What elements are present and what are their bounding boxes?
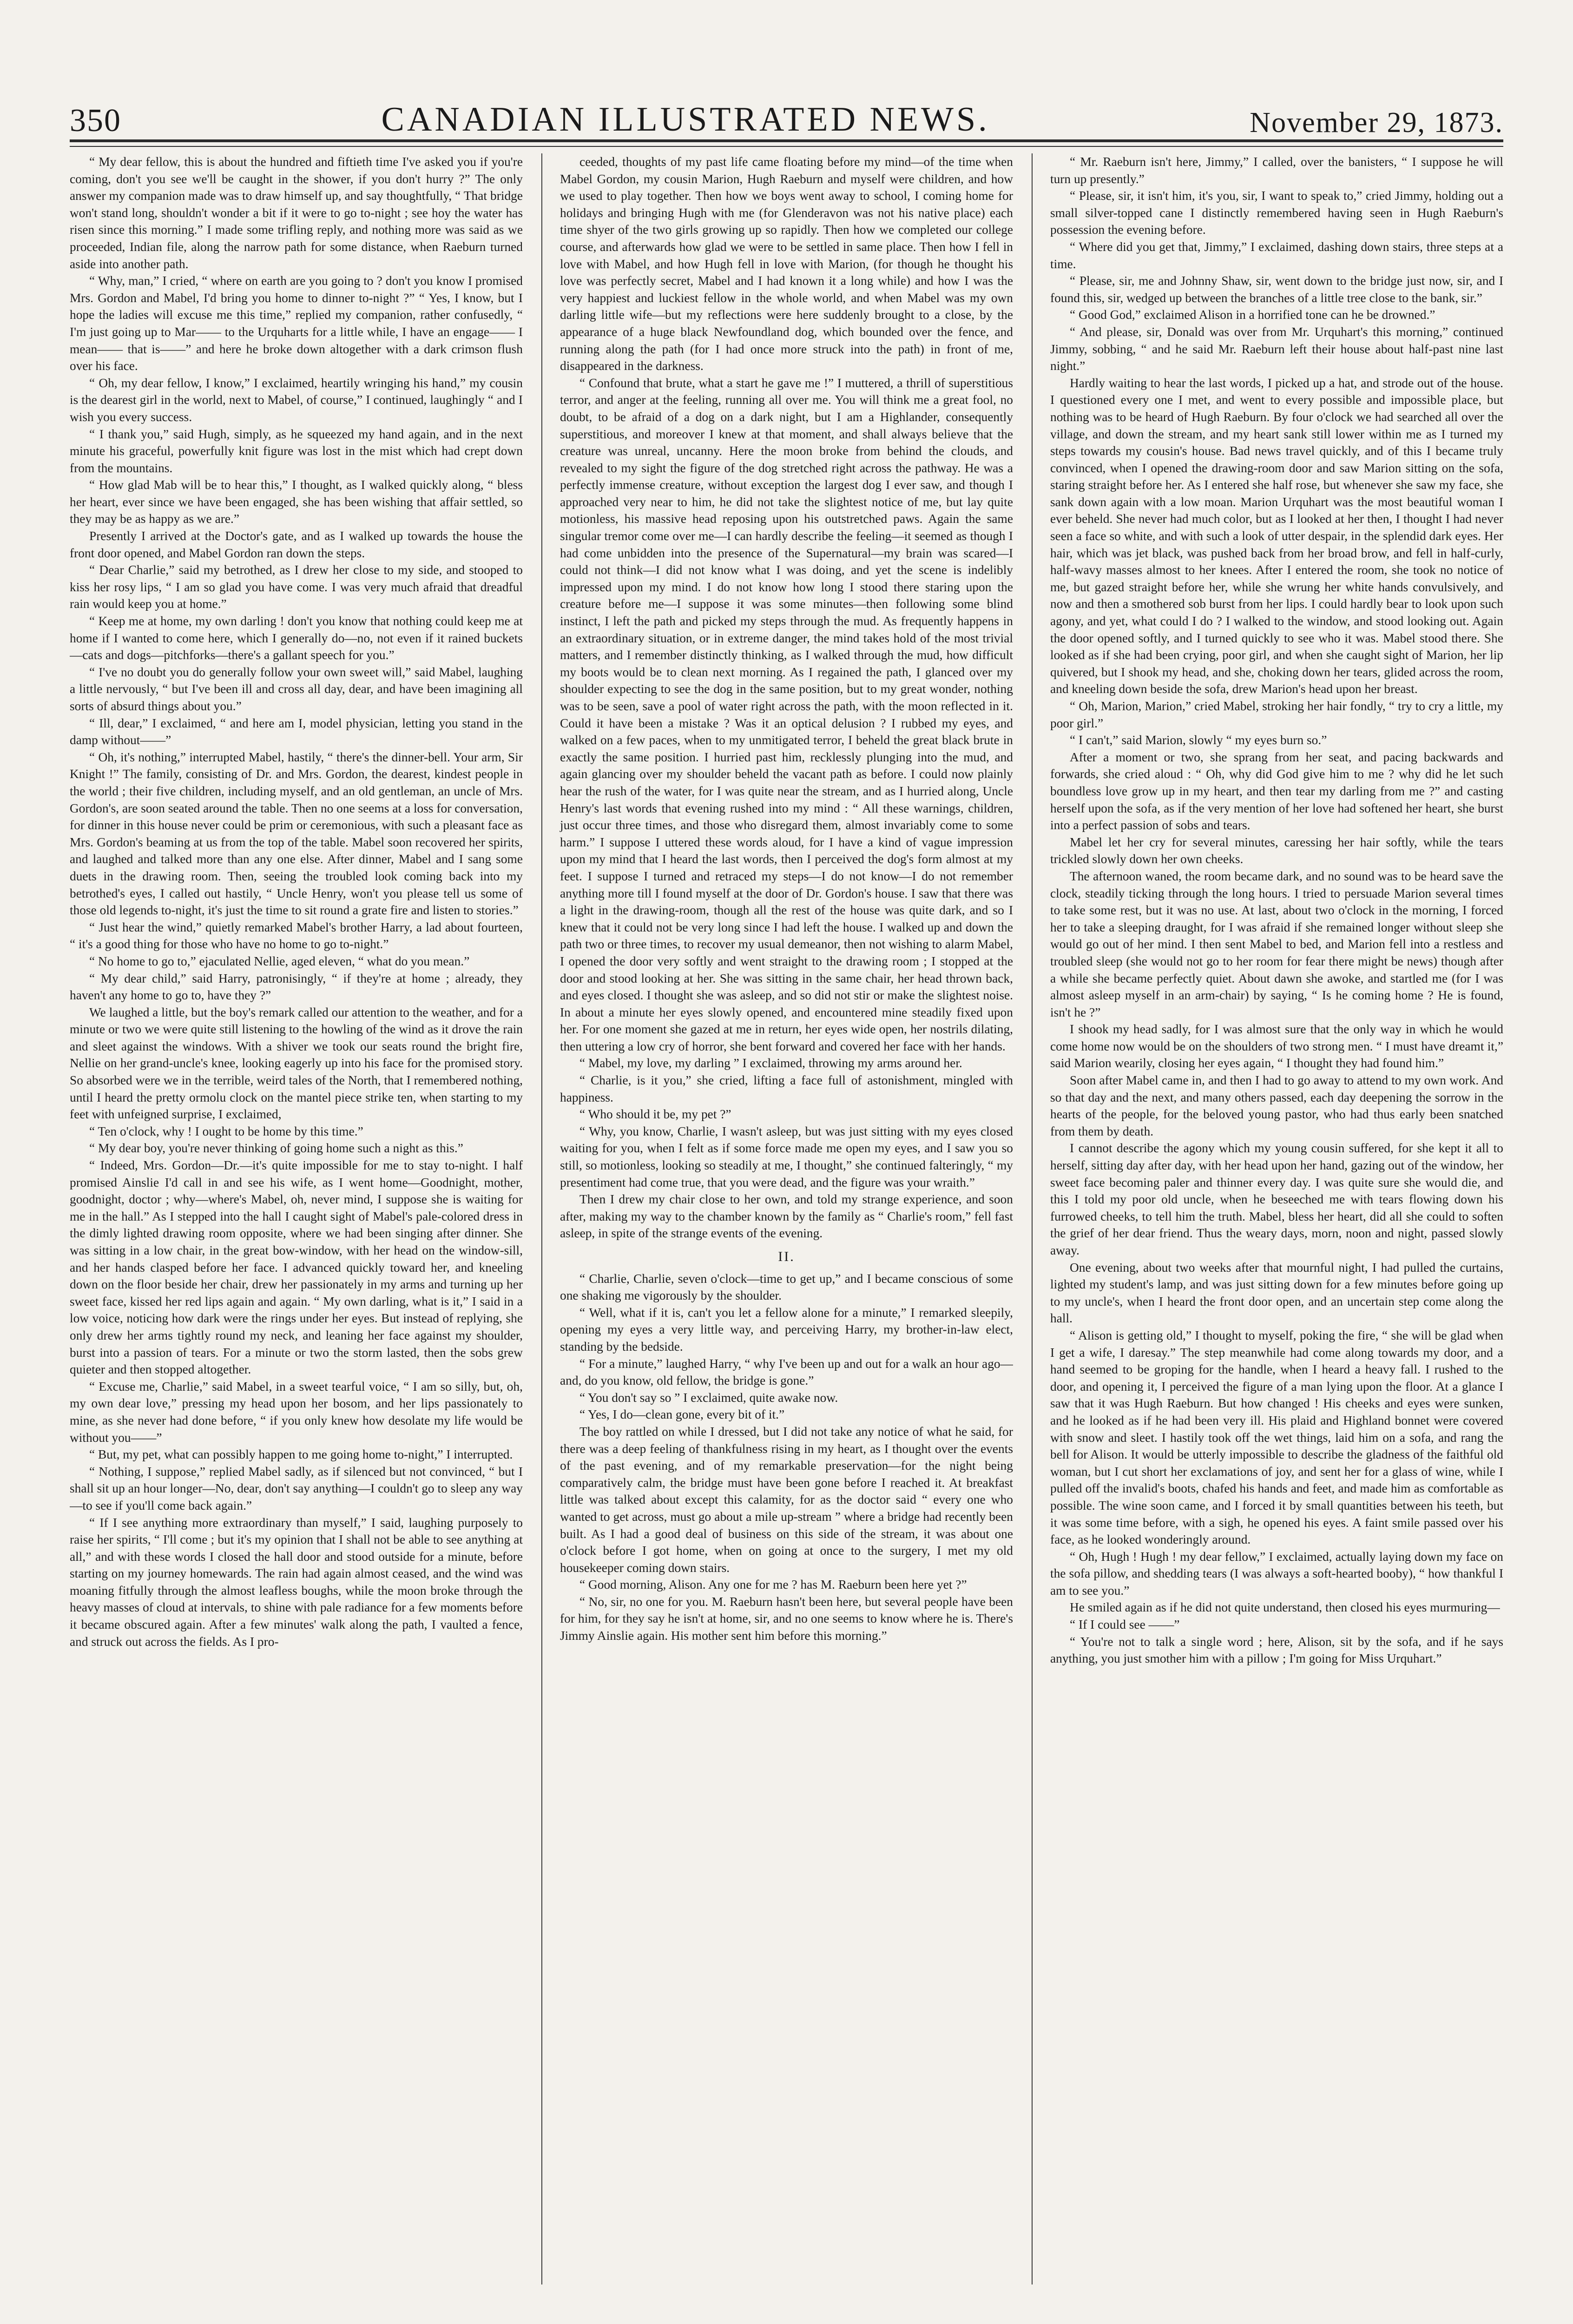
article-columns <box>70 153 1503 2284</box>
paragraph: “ Good morning, Alison. Any one for me ? has M. Raeburn been here yet ?” <box>579 1578 967 1592</box>
paragraph: The afternoon waned, the room became dark, and no sound was to be heard save the clock, steadily ticking through the long hours. I tried to persuade Marion several times to take some rest, but it was no use. At last, about two o'clock in the morning, I forced her to take a sleeping draught, for I was afraid if she remained longer without sleep she would go out of her mind. I then sent Mabel to bed, and Marion fell into a restless and troubled sleep (she would not go to her room for fear there might be news) though after a while she became perfectly quiet. About dawn she awoke, and startled me (for I was almost asleep myself in an arm-chair) by saying, “ Is he coming home ? He is found, isn't he ?” <box>1050 869 1503 1019</box>
column-3 <box>1032 153 1503 2284</box>
paragraph: “ Just hear the wind,” quietly remarked Mabel's brother Harry, a lad about fourteen, “ it's a good thing for those who have no home to go to-night.” <box>70 920 523 951</box>
paragraph: “ You don't say so ” I exclaimed, quite awake now. <box>579 1390 838 1405</box>
paragraph: “ But, my pet, what can possibly happen to me going home to-night,” I interrupted. <box>89 1447 513 1462</box>
paragraph: “ Charlie, Charlie, seven o'clock—time to get up,” and I became conscious of some one shaking me vigorously by the shoulder. <box>560 1271 1013 1303</box>
paragraph: “ Where did you get that, Jimmy,” I exclaimed, dashing down stairs, three steps at a time. <box>1050 239 1503 271</box>
column-2 <box>541 153 1013 2284</box>
paragraph: “ Excuse me, Charlie,” said Mabel, in a sweet tearful voice, “ I am so silly, but, oh, my own dear love,” pressing my head upon her bosom, and her lips passionately to mine, as she never had done before, “ if you only knew how desolate my life would be without you——” <box>70 1379 523 1445</box>
paragraph: “ Oh, my dear fellow, I know,” I exclaimed, heartily wringing his hand,” my cousin is the dearest girl in the world, next to Mabel, of course,” I continued, laughingly “ and I wish you every success. <box>70 376 523 424</box>
paragraph: “ For a minute,” laughed Harry, “ why I've been up and out for a walk an hour ago—and, do you know, old fellow, the bridge is gone.” <box>560 1356 1013 1388</box>
paragraph: “ If I could see ——” <box>1070 1618 1180 1632</box>
column-1 <box>70 153 523 2284</box>
paragraph: “ Oh, Marion, Marion,” cried Mabel, stroking her hair fondly, “ try to cry a little, my poor girl.” <box>1050 699 1503 730</box>
paragraph: “ My dear boy, you're never thinking of going home such a night as this.” <box>89 1141 463 1155</box>
paragraph: Mabel let her cry for several minutes, caressing her hair softly, while the tears trickled slowly down her own cheeks. <box>1050 835 1503 866</box>
paragraph: “ My dear fellow, this is about the hundred and fiftieth time I've asked you if you're coming, don't you see we'll be caught in the shower, if you don't hurry ?” The only answer my companion made was to draw himself up, and say thoughtfully, “ That bridge won't stand long, shouldn't wonder a bit if it were to go to-night ; see hoy the water has risen since this morning.” I made some trifling reply, and nothing more was said as we proceeded, Indian file, along the narrow path for some distance, when Raeburn turned aside into another path. <box>70 155 523 271</box>
paragraph: “ If I see anything more extraordinary than myself,” I said, laughing purposely to raise her spirits, “ I'll come ; but it's my opinion that I shall not be able to see anything at all,” and with these words I closed the hall door and stood outside for a minute, before starting on my journey homewards. The rain had again almost ceased, and the wind was moaning fitfully through the almost leafless boughs, while the moon broke through the heavy masses of cloud at intervals, to shine with pale radiance for a few moments before it became obscured again. After a few minutes' walk along the path, I vaulted a fence, and struck out across the fields. As I pro- <box>70 1515 523 1649</box>
paragraph: “ Charlie, is it you,” she cried, lifting a face full of astonishment, mingled with happiness. <box>560 1073 1013 1104</box>
paragraph: I shook my head sadly, for I was almost sure that the only way in which he would come home now would be on the shoulders of two strong men. “ I must have dreamt it,” said Marion wearily, closing her eyes again, “ I thought they had found him.” <box>1050 1022 1503 1070</box>
paragraph: “ Yes, I do—clean gone, every bit of it.” <box>579 1407 785 1422</box>
paragraph: “ Dear Charlie,” said my betrothed, as I drew her close to my side, and stooped to kiss her rosy lips, “ I am so glad you have come. I was very much afraid that dreadful rain would keep you at home.” <box>70 563 523 611</box>
paragraph: “ Mr. Raeburn isn't here, Jimmy,” I called, over the banisters, “ I suppose he will turn up presently.” <box>1050 155 1503 186</box>
paragraph: “ Mabel, my love, my darling ” I exclaimed, throwing my arms around her. <box>579 1056 962 1070</box>
paragraph: “ Oh, Hugh ! Hugh ! my dear fellow,” I exclaimed, actually laying down my face on the sofa pillow, and shedding tears (I was always a soft-hearted booby), “ how thankful I am to see you.” <box>1050 1549 1503 1598</box>
paragraph: “ Oh, it's nothing,” interrupted Mabel, hastily, “ there's the dinner-bell. Your arm, Sir Knight !” The family, consisting of Dr. and Mrs. Gordon, the dearest, kindest people in the world ; their five children, including myself, and an old gentleman, an uncle of Mrs. Gordon's, are soon seated around the table. Then no one seems at a loss for conversation, for dinner in this house never could be prim or ceremonious, with such a pleasant face as Mrs. Gordon's beaming at us from the top of the table. Mabel soon recovered her spirits, and laughed and talked more than any one else. After dinner, Mabel and I sang some duets in the drawing room. Then, seeing the troubled look coming back into my betrothed's eyes, I called out hastily, “ Uncle Henry, won't you please tell us some of those old legends to-night, it's just the time to sit round a grate fire and listen to stories.” <box>70 750 523 918</box>
masthead-rule-thin <box>70 146 1503 147</box>
paragraph: “ Please, sir, it isn't him, it's you, sir, I want to speak to,” cried Jimmy, holding out a small silver-topped cane I distinctly remembered having seen in Hugh Raeburn's possession the evening before. <box>1050 189 1503 237</box>
paragraph: “ I thank you,” said Hugh, simply, as he squeezed my hand again, and in the next minute his graceful, powerfully knit figure was lost in the mist which had crept down from the mountains. <box>70 427 523 475</box>
paragraph: “ Confound that brute, what a start he gave me !” I muttered, a thrill of superstitious terror, and anger at the feeling, running all over me. You will think me a great fool, no doubt, to be afraid of a dog on a dark night, but I am a Highlander, consequently superstitious, and moreover I knew at that moment, and shall always believe that the creature was unreal, uncanny. Here the moon broke from behind the clouds, and revealed to my sight the figure of the dog stretched right across the pathway. He was a perfectly immense creature, without exception the largest dog I ever saw, and though I approached very near to him, he did not take the slightest notice of me, but lay quite motionless, his massive head reposing upon his outstretched paws. Again the same singular tremor come over me—I can hardly describe the feeling—it seemed as though I had come unbidden into the presence of the Supernatural—my brain was scared—I could not think—I did not know what I was doing, and yet the scene is indelibly impressed upon my mind. I do not know how long I stood there staring upon the creature before me—I suppose it was some minutes—then following some blind instinct, I left the path and picked my steps through the mud. As frequently happens in an extraordinary situation, or in extreme danger, the mind takes hold of the most trivial matters, and I remember distinctly thinking, as I walked through the mud, how difficult my boots would be to clean next morning. As I regained the path, I glanced over my shoulder expecting to see the dog in the same position, but to my great wonder, nothing was to be seen, save a pool of water right across the path, with the moon reflected in it. Could it have been a mistake ? Was it an optical delusion ? I rubbed my eyes, and walked on a few paces, when to my unmitigated terror, I beheld the great black brute in exactly the same position. I hurried past him, recklessly plunging into the mud, and again glancing over my shoulder beheld the vacant path as before. I could now plainly hear the rush of the water, for I was quite near the stream, and as I hurried along, Uncle Henry's last words that evening rushed into my mind : “ All these warnings, children, just occur three times, and those who disregard them, almost invariably come to some harm.” I suppose I uttered these words aloud, for I have a kind of vague impression upon my mind that I heard the last words, then I perceived the dog's form almost at my feet. I suppose I turned and retraced my steps—I do not know—I do not remember anything more till I found myself at the door of Dr. Gordon's house. I saw that there was a light in the drawing-room, though all the rest of the house was quite dark, and so I knew that it could not be very long since I had left the house. I walked up and down the path two or three times, to recover my usual demeanor, then not wishing to alarm Mabel, I opened the door very softly and went straight to the drawing room ; I stopped at the door and stood looking at her. She was sitting in the same chair, her head thrown back, and eyes closed. I thought she was asleep, and so did not stir or make the slightest noise. In about a minute her eyes slowly opened, and encountered mine steadily fixed upon her. For one moment she gazed at me in return, her eyes wide open, her nostrils dilating, then uttering a low cry of horror, she bent forward and covered her face with her hands. <box>560 376 1013 1053</box>
paragraph: One evening, about two weeks after that mournful night, I had pulled the curtains, lighted my student's lamp, and was just sitting down for a few minutes before going up to my uncle's, when I heard the front door open, and an uncertain step come along the hall. <box>1050 1260 1503 1326</box>
publication-title: CANADIAN ILLUSTRATED NEWS. <box>381 100 990 139</box>
paragraph: “ My dear child,” said Harry, patronisingly, “ if they're at home ; already, they haven't any home to go to, have they ?” <box>70 971 523 1003</box>
paragraph: “ Keep me at home, my own darling ! don't you know that nothing could keep me at home if I wanted to come here, which I generally do—no, not even if it rained buckets—cats and dogs—pitchforks—there's a gallant speech for you.” <box>70 614 523 662</box>
paragraph: “ Indeed, Mrs. Gordon—Dr.—it's quite impossible for me to stay to-night. I half promised Ainslie I'd call in and see his wife, as I went home—Goodnight, mother, goodnight, doctor ; why—where's Mabel, oh, never mind, I suppose she is waiting for me in the hall.” As I stepped into the hall I caught sight of Mabel's pale-colored dress in the dimly lighted drawing room opposite, where we had been singing after dinner. She was sitting in a low chair, in the great bow-window, with her head on the window-sill, and her hands clasped before her face. I advanced quickly toward her, and kneeling down on the floor beside her chair, drew her passionately in my arms and turning up her sweet face, kissed her red lips again and again. “ My own darling, what is it,” I said in a low voice, noticing how dark were the rings under her eyes. But instead of replying, she only drew her arms tightly round my neck, and leaning her face against my shoulder, burst into a passion of tears. For a minute or two the storm lasted, then the sobs grew quieter and then stopped altogether. <box>70 1158 523 1377</box>
paragraph: “ No home to go to,” ejaculated Nellie, aged eleven, “ what do you mean.” <box>89 954 470 968</box>
paragraph: “ Alison is getting old,” I thought to myself, poking the fire, “ she will be glad when I get a wife, I daresay.” The step meanwhile had come along towards my door, and a hand seemed to be groping for the handle, when I heard a heavy fall. I rushed to the door, and opening it, I perceived the figure of a man lying upon the floor. At a glance I saw that it was Hugh Raeburn. But how changed ! His cheeks and eyes were sunken, and he looked as if he had been very ill. His plaid and Highland bonnet were covered with snow and sleet. I hastily took off the wet things, laid him on a sofa, and rang the bell for Alison. It would be utterly impossible to describe the gladness of the faithful old woman, but I cut short her exclamations of joy, and sent her for a glass of wine, while I pulled off the invalid's boots, chafed his hands and feet, and made him as comfortable as possible. The wine soon came, and I forced it by small quantities between his teeth, but it was some time before, with a sigh, he opened his eyes. A faint smile passed over his face, as he looked wonderingly around. <box>1050 1328 1503 1547</box>
paragraph: “ Nothing, I suppose,” replied Mabel sadly, as if silenced but not convinced, “ but I shall sit up an hour longer—No, dear, don't say anything—I couldn't go to sleep any way—to see if you'll come back again.” <box>70 1464 523 1512</box>
paragraph: We laughed a little, but the boy's remark called our attention to the weather, and for a minute or two we were quite still listening to the howling of the wind as it drove the rain and sleet against the windows. With a shiver we took our seats round the bright fire, Nellie on her grand-uncle's knee, looking eagerly up into his face for the promised story. So absorbed were we in the terrible, weird tales of the North, that I remembered nothing, until I heard the pretty ormolu clock on the mantel piece strike ten, when starting to my feet with unfeigned surprise, I exclaimed, <box>70 1005 523 1122</box>
paragraph: “ I can't,” said Marion, slowly “ my eyes burn so.” <box>1070 733 1327 747</box>
paragraph: “ Why, you know, Charlie, I wasn't asleep, but was just sitting with my eyes closed waiting for you, when I felt as if some force made me open my eyes, and I saw you so still, so motionless, looking so steadily at me, I thought,” she continued falteringly, “ my presentiment had come true, that you were dead, and the figure was your wraith.” <box>560 1124 1013 1189</box>
paragraph: I cannot describe the agony which my young cousin suffered, for she kept it all to herself, sitting day after day, with her head upon her hand, gazing out of the window, her sweet face becoming paler and thinner every day. I was quite sure she would die, and this I told my poor old uncle, when he beseeched me with tears flowing down his furrowed cheeks, to tell him the truth. Mabel, bless her heart, did all she could to soften the grief of her dear friend. Thus the weary days, morn, noon and night, passed slowly away. <box>1050 1141 1503 1257</box>
paragraph: “ Please, sir, me and Johnny Shaw, sir, went down to the bridge just now, sir, and I found this, sir, wedged up between the branches of a little tree close to the bank, sir.” <box>1050 274 1503 305</box>
paragraph: Then I drew my chair close to her own, and told my strange experience, and soon after, making my way to the chamber known by the family as “ Charlie's room,” fell fast asleep, in spite of the strange events of the evening. <box>560 1192 1013 1241</box>
paragraph: “ And please, sir, Donald was over from Mr. Urquhart's this morning,” continued Jimmy, sobbing, “ and he said Mr. Raeburn left their house about half-past nine last night.” <box>1050 324 1503 373</box>
paragraph: He smiled again as if he did not quite understand, then closed his eyes murmuring— <box>1070 1600 1500 1615</box>
paragraph: Presently I arrived at the Doctor's gate, and as I walked up towards the house the front door opened, and Mabel Gordon ran down the steps. <box>70 529 523 560</box>
paragraph: After a moment or two, she sprang from her seat, and pacing backwards and forwards, she cried aloud : “ Oh, why did God give him to me ? why did he let such boundless love grow up in my heart, and then tear my darling from me ?” and casting herself upon the sofa, as if the very mention of her love had softened her heart, she burst into a perfect passion of sobs and tears. <box>1050 750 1503 832</box>
paragraph: “ You're not to talk a single word ; here, Alison, sit by the sofa, and if he says anything, you just smother him with a pillow ; I'm going for Miss Urquhart.” <box>1050 1634 1503 1666</box>
paragraph: Soon after Mabel came in, and then I had to go away to attend to my own work. And so that day and the next, and many others passed, each day deepening the sorrow in the hearts of the people, for the beloved young pastor, who had thus early been snatched from them by death. <box>1050 1073 1503 1138</box>
paragraph: “ How glad Mab will be to hear this,” I thought, as I walked quickly along, “ bless her heart, ever since we have been engaged, she has been wishing that affair settled, so they may be as happy as we are.” <box>70 478 523 526</box>
paragraph: “ Ill, dear,” I exclaimed, “ and here am I, model physician, letting you stand in the damp without——” <box>70 716 523 747</box>
paragraph: “ Ten o'clock, why ! I ought to be home by this time.” <box>89 1124 363 1138</box>
paragraph: Hardly waiting to hear the last words, I picked up a hat, and strode out of the house. I questioned every one I met, and went to every possible and impossible place, but nothing was to be heard of Hugh Raeburn. By four o'clock we had searched all over the village, and down the stream, and my heart sank still lower within me as I turned my steps towards my cousin's house. Bad news travel quickly, and of this I became truly convinced, when I opened the drawing-room door and saw Marion sitting on the sofa, staring straight before her. As I entered she half rose, but whenever she saw my face, she sank down again with a low moan. Marion Urquhart was the most beautiful woman I ever beheld. She never had much color, but as I looked at her then, I thought I had never seen a face so white, and with such a look of utter despair, in the splendid dark eyes. Her hair, which was jet black, was pushed back from her broad brow, and fell in half-curly, half-wavy masses almost to her knees. After I entered the room, she took no notice of me, but gazed straight before her, while she wrung her white hands convulsively, and now and then a smothered sob burst from her lips. I could hardly bear to look upon such agony, and yet, what could I do ? I walked to the window, and stood looking out. Again the door opened softly, and I turned quickly to see who it was. Mabel stood there. She looked as if she had been crying, poor girl, and when she caught sight of Marion, her lip quivered, but I shook my head, and she, choking down her tears, glided across the room, and kneeling down beside the sofa, drew Marion's head upon her breast. <box>1050 376 1503 696</box>
paragraph: ceeded, thoughts of my past life came floating before my mind—of the time when Mabel Gordon, my cousin Marion, Hugh Raeburn and myself were children, and how we used to play together. Then how we boys went away to school, I coming home for holidays and bringing Hugh with me (for Glenderavon was not his native place) each time shyer of the two girls growing up so rapidly. Then how we completed our college course, and afterwards how glad we were to be settled in same place. Then how I fell in love with Mabel, and how Hugh fell in love with Marion, (for though he thought his love was perfectly secret, Mabel and I had known it a long while) and how I was the very happiest and luckiest fellow in the whole world, and when Mabel was my own darling little wife—but my reflections were here suddenly brought to a close, by the appearance of a huge black Newfoundland dog, which bounded over the fence, and running along the path (for I had once more struck into the path) in front of me, disappeared in the darkness. <box>560 155 1013 373</box>
paragraph: “ Who should it be, my pet ?” <box>579 1107 731 1122</box>
paragraph: “ No, sir, no one for you. M. Raeburn hasn't been here, but several people have been for him, for they say he isn't at home, sir, and no one seems to know where he is. There's Jimmy Ainslie again. His mother sent him before this morning.” <box>560 1594 1013 1643</box>
section-heading: II. <box>778 1249 795 1264</box>
masthead <box>70 88 1503 139</box>
paragraph: The boy rattled on while I dressed, but I did not take any notice of what he said, for there was a deep feeling of thankfulness rising in my heart, as I thought over the events of the past evening, and of my remarkable preservation—for the night being comparatively calm, the bridge must have been gone before I reached it. At breakfast little was talked about except this calamity, for as the doctor said “ every one who wanted to get across, must go about a mile up-stream ” where a bridge had recently been built. As I had a good deal of business on this side of the stream, it was about one o'clock before I got home, when on going at once to the surgery, I met my old housekeeper coming down stairs. <box>560 1424 1013 1575</box>
masthead-rule <box>70 139 1503 142</box>
paragraph: “ Why, man,” I cried, “ where on earth are you going to ? don't you know I promised Mrs. Gordon and Mabel, I'd bring you home to dinner to-night ?” “ Yes, I know, but I hope the ladies will excuse me this time,” replied my companion, rather confusedly, “ I'm just going up to Mar—— to the Urquharts for a little while, I have an engage—— I mean—— that is——” and here he broke down altogether with a dark crimson flush over his face. <box>70 274 523 373</box>
paragraph: “ Well, what if it is, can't you let a fellow alone for a minute,” I remarked sleepily, opening my eyes a very little way, and perceiving Harry, my brother-in-law elect, standing by the bedside. <box>560 1305 1013 1353</box>
page-number: 350 <box>70 103 121 139</box>
paragraph: “ Good God,” exclaimed Alison in a horrified tone can he be drowned.” <box>1070 308 1435 322</box>
paragraph: “ I've no doubt you do generally follow your own sweet will,” said Mabel, laughing a little nervously, “ but I've been ill and cross all day, dear, and have been imagining all sorts of absurd things about you.” <box>70 665 523 713</box>
issue-date: November 29, 1873. <box>1250 107 1503 139</box>
